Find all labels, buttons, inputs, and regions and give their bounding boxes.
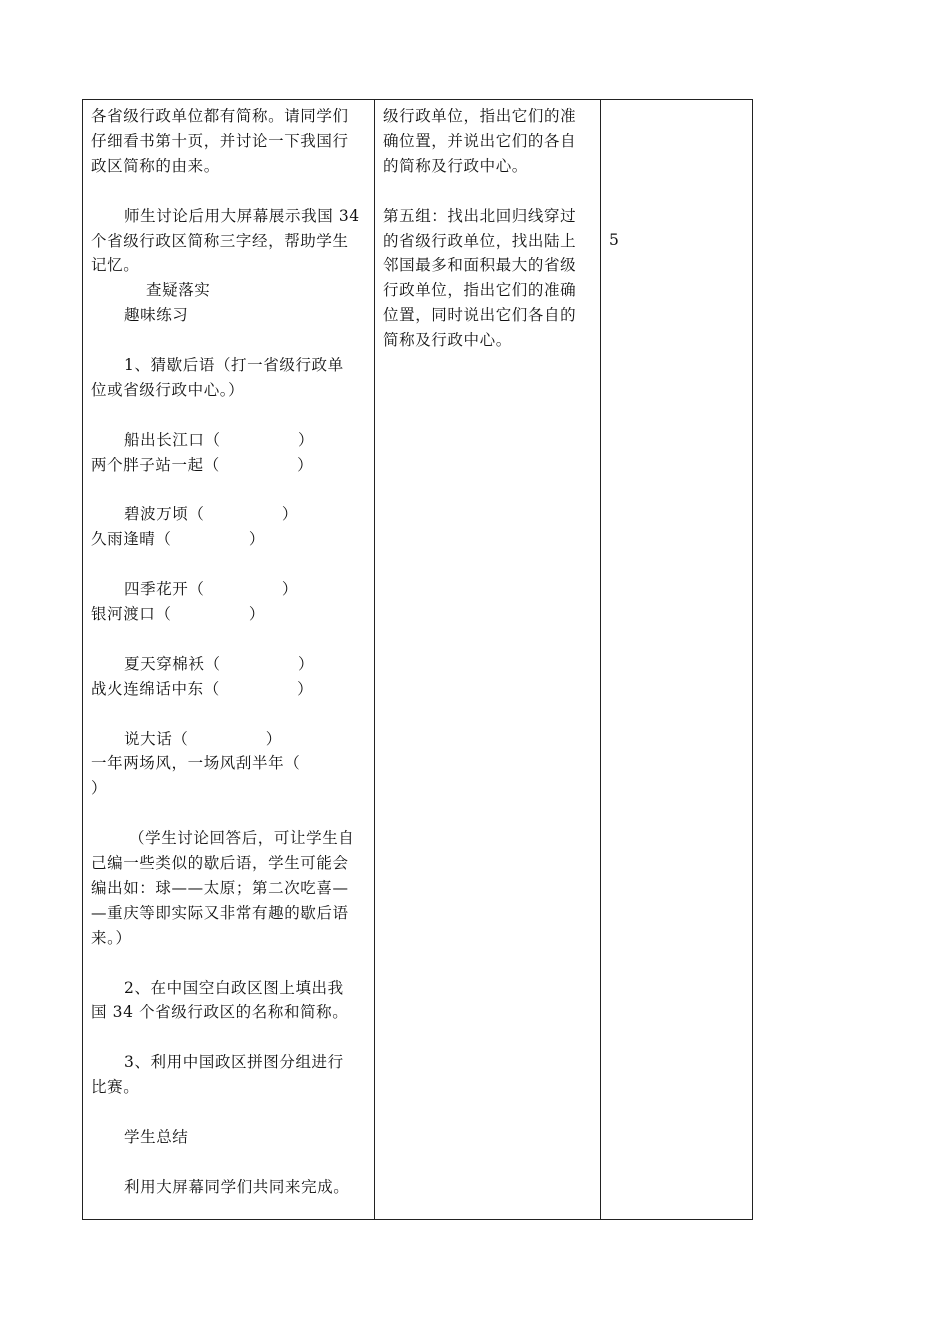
text-line [609,179,739,204]
text-line [91,552,371,577]
teaching-activity-column [91,104,371,1200]
riddle-item: 战火连绵话中东（ ） [91,679,314,698]
text-line: 政区简称的由来。 [91,156,220,175]
text-line: 简称及行政中心。 [383,331,512,350]
riddle-item: 碧波万顷（ ） [124,505,298,524]
text-line: 的省级行政单位，找出陆上 [383,231,577,250]
text-line: 级行政单位，指出它们的准 [383,107,577,125]
section-heading: 学生总结 [124,1127,189,1146]
exercise-heading: 2、在中国空白政区图上填出我 [124,978,344,997]
text-line: 个省级行政区简称三字经，帮助学生 [91,231,349,250]
text-line: （学生讨论回答后，可让学生自 [129,829,355,848]
riddle-item: 夏天穿棉袄（ ） [124,654,315,673]
exercise-heading: 1、猜歇后语（打一省级行政单 [124,356,344,375]
text-line: 第五组：找出北回归线穿过 [383,206,577,225]
text-line: 仔细看书第十页，并讨论一下我国行 [91,131,349,150]
text-line: 确位置，并说出它们的各自 [383,131,577,150]
text-line: 师生讨论后用大屏幕展示我国 34 [124,206,360,225]
column-divider [374,100,375,1219]
text-line [91,702,371,727]
text-line: 位置，同时说出它们各自的 [383,306,577,325]
riddle-item: 船出长江口（ ） [124,430,315,449]
text-line: 利用大屏幕同学们共同来完成。 [124,1177,350,1196]
text-line [383,179,601,204]
text-line: 来。） [91,928,132,947]
riddle-item: 两个胖子站一起（ ） [91,455,314,474]
text-line [91,328,371,353]
text-line [91,1025,371,1050]
text-line [91,179,371,204]
riddle-item: 说大话（ ） [124,729,282,748]
text-line [91,627,371,652]
text-line: 行政单位，指出它们的准确 [383,281,577,300]
text-line [91,1100,371,1125]
riddle-item: 四季花开（ ） [124,580,298,599]
time-minutes: 5 [609,231,620,250]
text-line: ） [91,779,108,798]
text-line [609,104,739,129]
text-line [609,154,739,179]
text-line: 己编一些类似的歇后语，学生可能会 [91,854,349,873]
text-line [91,478,371,503]
text-line [609,204,739,229]
text-line: 记忆。 [91,256,140,275]
text-line [91,801,371,826]
text-line [91,1150,371,1175]
time-column [609,104,739,253]
text-line: —重庆等即实际又非常有趣的歇后语 [91,903,349,922]
section-heading: 趣味练习 [124,306,189,325]
text-line: 国 34 个省级行政区的名称和简称。 [91,1003,349,1022]
text-line: 的简称及行政中心。 [383,156,528,175]
riddle-item: 久雨逢晴（ ） [91,530,265,549]
riddle-item: 银河渡口（ ） [91,605,265,624]
text-line: 编出如：球——太原；第二次吃喜— [91,878,349,897]
text-line [91,403,371,428]
text-line [91,951,371,976]
text-line: 比赛。 [91,1078,140,1097]
student-activity-column [383,104,601,353]
exercise-heading: 3、利用中国政区拼图分组进行 [124,1053,344,1072]
riddle-item: 一年两场风，一场风刮半年（ [91,754,301,773]
section-heading: 查疑落实 [146,281,211,300]
lesson-table [82,99,753,1220]
text-line [609,129,739,154]
text-line: 位或省级行政中心。） [91,380,245,399]
text-line: 邻国最多和面积最大的省级 [383,256,577,275]
text-line: 各省级行政单位都有简称。请同学们 [91,107,349,125]
